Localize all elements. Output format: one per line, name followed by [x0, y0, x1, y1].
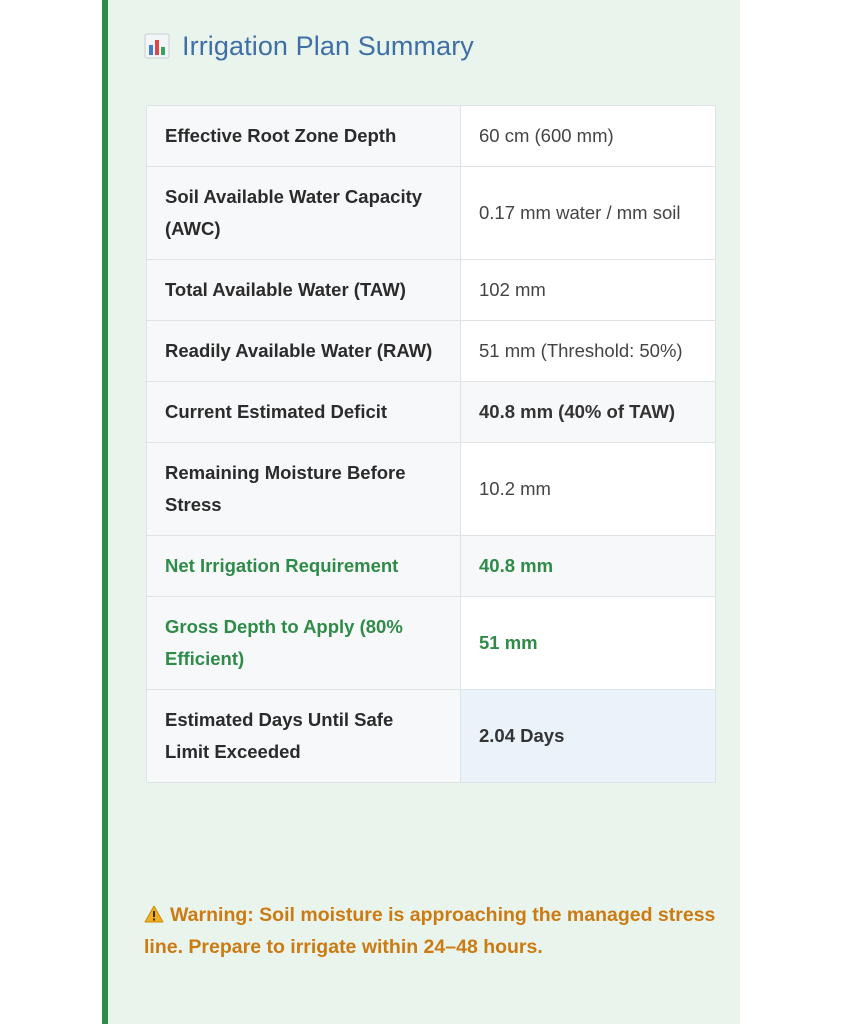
row-value: 2.04 Days: [461, 690, 716, 783]
row-value: 51 mm: [461, 597, 716, 690]
bar-chart-icon: [144, 33, 170, 59]
row-value: 10.2 mm: [461, 443, 716, 536]
row-value: 40.8 mm (40% of TAW): [461, 382, 716, 443]
row-label: Soil Available Water Capacity (AWC): [147, 167, 461, 260]
warning-text: Warning: Soil moisture is approaching the managed stress line. Prepare to irrigate within 24–48 hours.: [144, 904, 716, 958]
irrigation-summary-panel: [102, 0, 740, 1024]
table-row: [147, 690, 716, 783]
page-title: Irrigation Plan Summary: [182, 30, 474, 61]
row-label: Remaining Moisture Before Stress: [147, 443, 461, 536]
table-row: [147, 321, 716, 382]
table-row: [147, 597, 716, 690]
row-value: 40.8 mm: [461, 536, 716, 597]
panel-header: [144, 24, 474, 68]
table-row: [147, 382, 716, 443]
row-label: Readily Available Water (RAW): [147, 321, 461, 382]
table-row: [147, 536, 716, 597]
row-label: Effective Root Zone Depth: [147, 106, 461, 167]
row-label: Total Available Water (TAW): [147, 260, 461, 321]
table-row: [147, 443, 716, 536]
warning-icon: [144, 905, 164, 923]
table-row: [147, 106, 716, 167]
row-value: 51 mm (Threshold: 50%): [461, 321, 716, 382]
row-value: 102 mm: [461, 260, 716, 321]
row-label: Current Estimated Deficit: [147, 382, 461, 443]
row-label: Gross Depth to Apply (80% Efficient): [147, 597, 461, 690]
warning-message: [144, 899, 734, 963]
table-row: [147, 167, 716, 260]
row-value: 60 cm (600 mm): [461, 106, 716, 167]
row-value: 0.17 mm water / mm soil: [461, 167, 716, 260]
summary-table: [146, 105, 716, 783]
row-label: Estimated Days Until Safe Limit Exceeded: [147, 690, 461, 783]
table-row: [147, 260, 716, 321]
row-label: Net Irrigation Requirement: [147, 536, 461, 597]
